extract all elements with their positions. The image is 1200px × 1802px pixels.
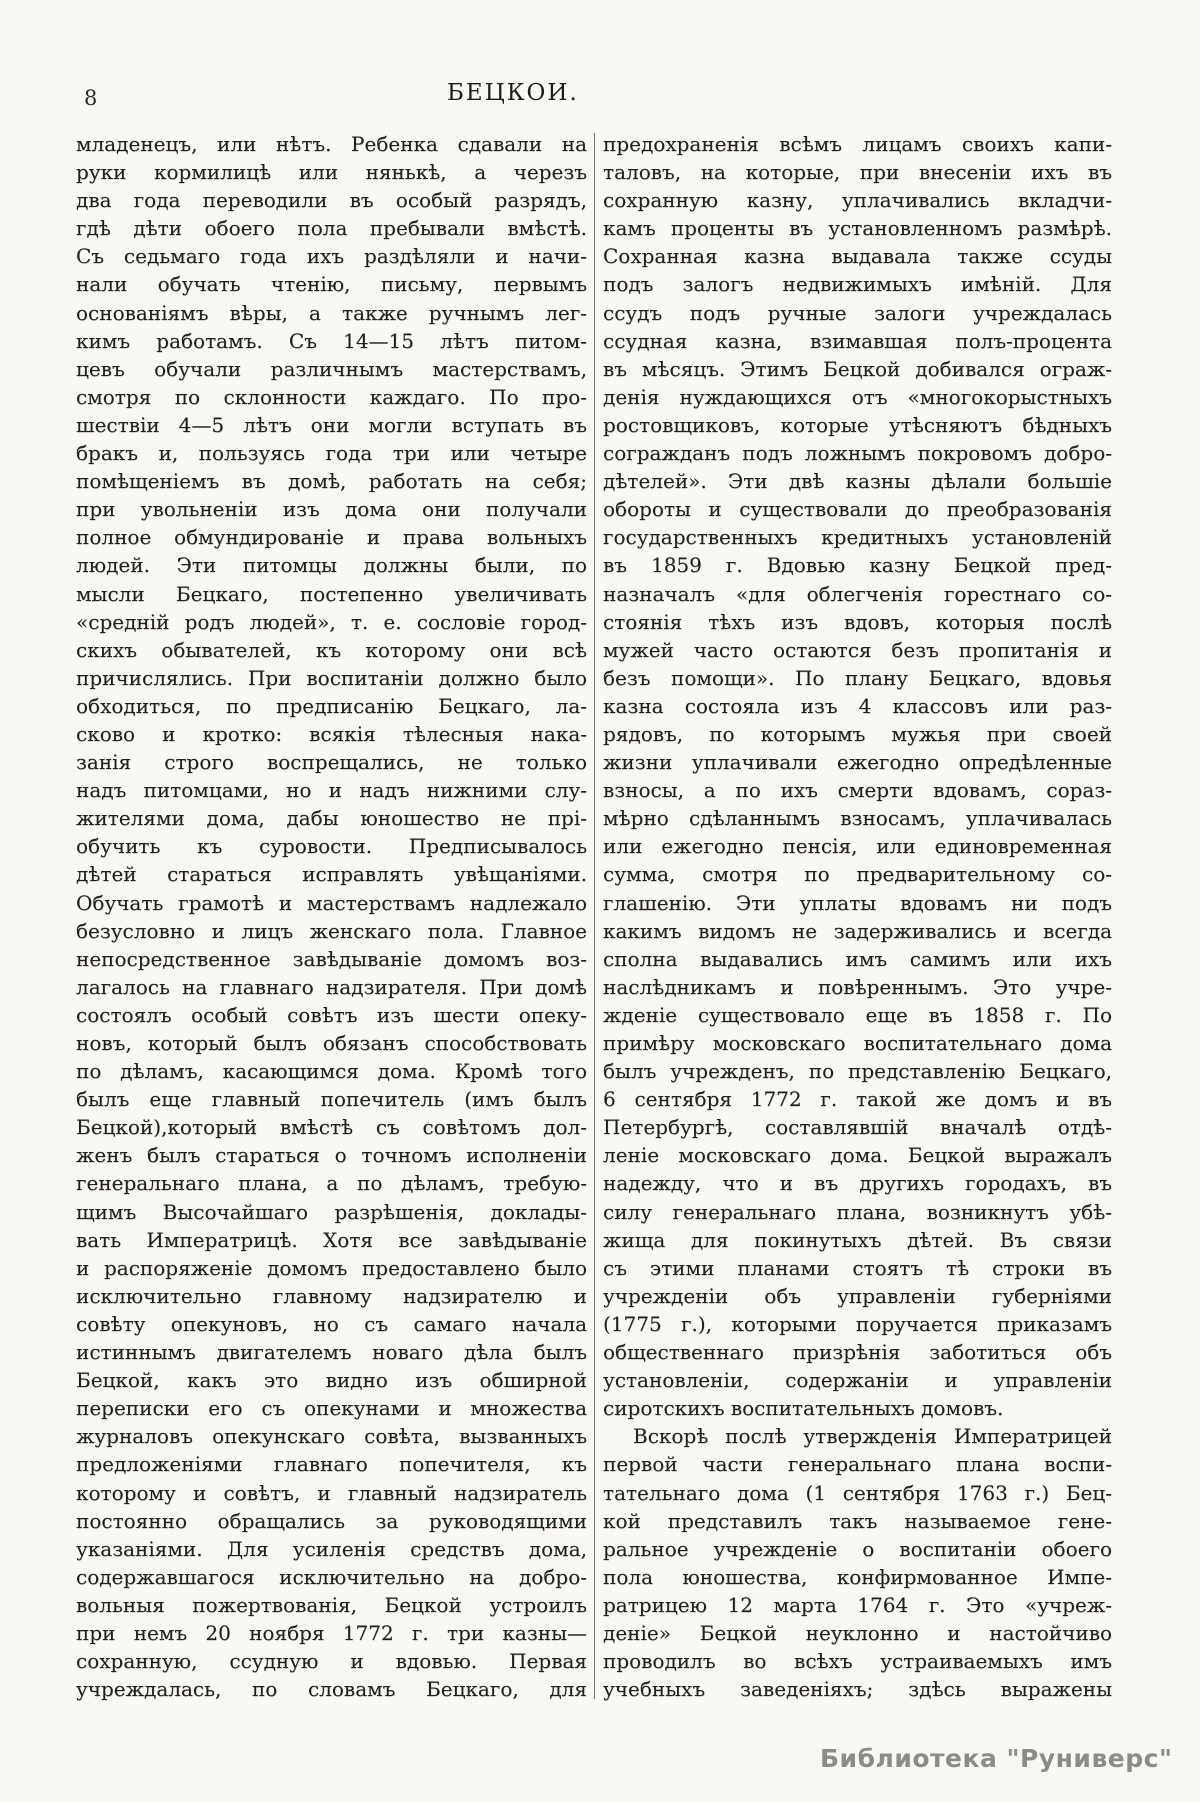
text-line: государственныхъ кредитныхъ установленій bbox=[603, 525, 1112, 550]
text-line: бракъ и, пользуясь года три или четыре bbox=[76, 441, 587, 466]
text-line: генеральнаго плана, а по дѣламъ, требую- bbox=[76, 1171, 587, 1196]
text-line: мысли Бецкаго, постепенно увеличивать bbox=[76, 581, 587, 606]
text-line: сохранную казну, уплачивались вкладчи- bbox=[603, 188, 1112, 213]
text-line: гдѣ дѣти обоего пола пребывали вмѣстѣ. bbox=[76, 216, 587, 241]
library-watermark: Библиотека "Руниверс" bbox=[820, 1744, 1173, 1773]
text-line: Петербургѣ, составлявшій вначалѣ отдѣ- bbox=[603, 1115, 1112, 1140]
text-line: первой части генеральнаго плана воспи- bbox=[603, 1452, 1112, 1477]
text-line: учебныхъ заведеніяхъ; здѣсь выражены bbox=[603, 1677, 1112, 1702]
text-line: рядовъ, по которымъ мужья при своей bbox=[603, 721, 1112, 746]
text-line: Обучать грамотѣ и мастерствамъ надлежало bbox=[76, 890, 587, 915]
text-line: надъ питомцами, но и надъ нижними слу- bbox=[76, 778, 587, 803]
text-line: тательнаго дома (1 сентября 1763 г.) Бец- bbox=[603, 1480, 1112, 1505]
text-line: вольныя пожертвованія, Бецкой устроилъ bbox=[76, 1592, 587, 1617]
text-line: ссудъ подъ ручные залоги учреждалась bbox=[603, 300, 1112, 325]
text-line: Съ седьмаго года ихъ раздѣляли и начи- bbox=[76, 244, 587, 269]
text-line: ратрицею 12 марта 1764 г. Это «учреж- bbox=[603, 1592, 1112, 1617]
text-line: постоянно обращались за руководящими bbox=[76, 1508, 587, 1533]
text-line: установленіи, содержаніи и управленіи bbox=[603, 1368, 1112, 1393]
text-line: совѣту опекуновъ, но съ самаго начала bbox=[76, 1311, 587, 1336]
text-line: денія нуждающихся отъ «многокорыстныхъ bbox=[603, 384, 1112, 409]
text-line: смотря по склонности каждаго. По про- bbox=[76, 384, 587, 409]
text-line: леніе московскаго дома. Бецкой выражалъ bbox=[603, 1143, 1112, 1168]
text-line: исключительно главному надзирателю и bbox=[76, 1283, 587, 1308]
text-line: примѣру московскаго воспитательнаго дома bbox=[603, 1031, 1112, 1055]
text-line: переписки его съ опекунами и множества bbox=[76, 1396, 587, 1421]
text-line: истиннымъ двигателемъ новаго дѣла былъ bbox=[76, 1340, 587, 1365]
text-line: сохранную, ссудную и вдовью. Первая bbox=[76, 1649, 587, 1674]
text-line: полное обмундированіе и права вольныхъ bbox=[76, 525, 587, 550]
text-line: при увольненіи изъ дома они получали bbox=[76, 497, 587, 522]
text-line: шествіи 4—5 лѣтъ они могли вступать въ bbox=[76, 412, 587, 437]
text-line: или ежегодно пенсія, или единовременная bbox=[603, 834, 1112, 859]
text-line: состоялъ особый совѣтъ изъ шести опеку- bbox=[76, 1002, 587, 1027]
text-line: непосредственное завѣдываніе домомъ воз- bbox=[76, 946, 587, 971]
text-line: какимъ видомъ не задерживались и всегда bbox=[603, 918, 1112, 943]
text-line: журналовъ опекунскаго совѣта, вызванныхъ bbox=[76, 1424, 587, 1449]
text-line: занія строго воспрещались, не только bbox=[76, 750, 587, 775]
text-line: обходиться, по предписанію Бецкаго, ла- bbox=[76, 693, 587, 718]
text-line: таловъ, на которые, при внесеніи ихъ въ bbox=[603, 160, 1112, 185]
text-line: цевъ обучали различнымъ мастерствамъ, bbox=[76, 356, 587, 381]
text-line: былъ учрежденъ, по представленію Бецкаго, bbox=[603, 1059, 1112, 1084]
text-line: лагалось на главнаго надзирателя. При домѣ bbox=[76, 974, 587, 999]
text-line: новъ, который былъ обязанъ способствовать bbox=[76, 1031, 587, 1055]
text-line: взносы, а по ихъ смерти вдовамъ, сораз- bbox=[603, 778, 1112, 803]
text-line: причислялись. При воспитаніи должно было bbox=[76, 665, 587, 690]
text-column-left bbox=[76, 130, 587, 1703]
text-line: кой представилъ такъ называемое гене- bbox=[603, 1508, 1112, 1533]
text-line: согражданъ подъ ложнымъ покровомъ добро- bbox=[603, 441, 1112, 466]
text-line: ростовщиковъ, которые утѣсняютъ бѣдныхъ bbox=[603, 412, 1112, 437]
text-line: кимъ работамъ. Съ 14—15 лѣтъ питом- bbox=[76, 328, 587, 353]
text-line: мужей часто остаются безъ пропитанія и bbox=[603, 637, 1112, 662]
text-line: при немъ 20 ноября 1772 г. три казны— bbox=[76, 1620, 587, 1645]
text-line: ссудная казна, взимавшая полъ-процента bbox=[603, 328, 1112, 353]
text-line: сумма, смотря по предварительному со- bbox=[603, 862, 1112, 887]
text-line: по дѣламъ, касающимся дома. Кромѣ того bbox=[76, 1059, 587, 1084]
text-line: жителями дома, дабы юношество не прі- bbox=[76, 806, 587, 831]
text-line: обороты и существовали до преобразованія bbox=[603, 497, 1112, 522]
text-line: сполна выдавались имъ самимъ или ихъ bbox=[603, 946, 1112, 971]
text-line: былъ еще главный попечитель (имъ былъ bbox=[76, 1087, 587, 1112]
text-line: людей. Эти питомцы должны были, по bbox=[76, 553, 587, 578]
text-line: проводилъ во всѣхъ устраиваемыхъ имъ bbox=[603, 1649, 1112, 1674]
text-line: казна состояла изъ 4 классовъ или раз- bbox=[603, 693, 1112, 718]
text-line: помѣщеніемъ въ домѣ, работать на себя; bbox=[76, 469, 587, 494]
text-line: сково и кротко: всякія тѣлесныя нака- bbox=[76, 721, 587, 746]
page-number: 8 bbox=[84, 86, 98, 110]
column-divider bbox=[594, 133, 595, 1699]
text-line: силу генеральнаго плана, возникнутъ убѣ- bbox=[603, 1199, 1112, 1224]
text-line: дѣтелей». Эти двѣ казны дѣлали большіе bbox=[603, 469, 1112, 494]
text-line: 6 сентября 1772 г. такой же домъ и въ bbox=[603, 1087, 1112, 1112]
text-line: учрежденіи объ управленіи губерніями bbox=[603, 1283, 1112, 1308]
text-line: скихъ обывателей, къ которому они всѣ bbox=[76, 637, 587, 662]
text-line: камъ проценты въ установленномъ размѣрѣ. bbox=[603, 216, 1112, 241]
text-line: которому и совѣтъ, и главный надзиратель bbox=[76, 1480, 587, 1505]
text-line: деніе» Бецкой неуклонно и настойчиво bbox=[603, 1620, 1112, 1645]
text-line: Сохранная казна выдавала также ссуды bbox=[603, 244, 1112, 269]
text-line: пола юношества, конфирмованное Импе- bbox=[603, 1564, 1112, 1589]
text-line: назначалъ «для облегченія горестнаго со- bbox=[603, 581, 1112, 606]
text-line: обучить къ суровости. Предписывалось bbox=[76, 834, 587, 859]
text-line: общественнаго призрѣнія заботиться объ bbox=[603, 1340, 1112, 1365]
text-line: въ мѣсяцъ. Этимъ Бецкой добивался ограж- bbox=[603, 356, 1112, 381]
text-line: вать Императрицѣ. Хотя все завѣдываніе bbox=[76, 1227, 587, 1252]
text-line: наслѣдникамъ и повѣреннымъ. Это учре- bbox=[603, 974, 1112, 999]
text-line: подъ залогъ недвижимыхъ имѣній. Для bbox=[603, 272, 1112, 297]
text-line: дѣтей стараться исправлять увѣщаніями. bbox=[76, 862, 587, 887]
text-line: безъ помощи». По плану Бецкаго, вдовья bbox=[603, 665, 1112, 690]
text-line: содержавшагося исключительно на добро- bbox=[76, 1564, 587, 1589]
text-line: Бецкой, какъ это видно изъ обширной bbox=[76, 1368, 587, 1393]
text-line: руки кормилицѣ или нянькѣ, а черезъ bbox=[76, 160, 587, 185]
text-line: и распоряженіе домомъ предоставлено было bbox=[76, 1255, 587, 1280]
text-line: младенецъ, или нѣтъ. Ребенка сдавали на bbox=[76, 132, 587, 156]
text-line: жизни уплачивали ежегодно опредѣленные bbox=[603, 750, 1112, 775]
text-line: Бецкой),который вмѣстѣ съ совѣтомъ дол- bbox=[76, 1115, 587, 1140]
text-line: безусловно и лицъ женскаго пола. Главное bbox=[76, 918, 587, 943]
text-line: съ этими планами стоятъ тѣ строки въ bbox=[603, 1255, 1112, 1280]
text-line: Вскорѣ послѣ утвержденія Императрицей bbox=[633, 1424, 1112, 1449]
text-line: нали обучать чтенію, письму, первымъ bbox=[76, 272, 587, 297]
text-line: ральное учрежденіе о воспитаніи обоего bbox=[603, 1536, 1112, 1561]
text-line: основаніямъ вѣры, а также ручнымъ лег- bbox=[76, 300, 587, 325]
text-line: учреждалась, по словамъ Бецкаго, для bbox=[76, 1677, 587, 1702]
text-line: сиротскихъ воспитательныхъ домовъ. bbox=[603, 1396, 1004, 1421]
text-line: предложеніями главнаго попечителя, къ bbox=[76, 1452, 587, 1477]
text-line: жденіе существовало еще въ 1858 г. По bbox=[603, 1002, 1112, 1027]
text-line: щимъ Высочайшаго разрѣшенія, доклады- bbox=[76, 1199, 587, 1224]
text-line: въ 1859 г. Вдовью казну Бецкой пред- bbox=[603, 553, 1112, 578]
text-line: мѣрно сдѣланнымъ взносамъ, уплачивалась bbox=[603, 806, 1112, 831]
text-line: предохраненія всѣмъ лицамъ своихъ капи- bbox=[603, 132, 1112, 156]
text-line: указаніями. Для усиленія средствъ дома, bbox=[76, 1536, 587, 1561]
text-line: два года переводили въ особый разрядъ, bbox=[76, 188, 587, 213]
running-title: БЕЦКОИ. bbox=[447, 80, 579, 106]
text-line: глашенію. Эти уплаты вдовамъ ни подъ bbox=[603, 890, 1112, 915]
text-line: женъ былъ стараться о точномъ исполненіи bbox=[76, 1143, 587, 1168]
text-column-right bbox=[603, 130, 1112, 1703]
text-line: стоянія тѣхъ изъ вдовъ, которыя послѣ bbox=[603, 609, 1112, 634]
text-line: (1775 г.), которыми поручается приказамъ bbox=[603, 1311, 1112, 1336]
text-line: «средній родъ людей», т. е. сословіе город- bbox=[76, 609, 587, 634]
text-line: жища для покинутыхъ дѣтей. Въ связи bbox=[603, 1227, 1112, 1252]
text-line: надежду, что и въ другихъ городахъ, въ bbox=[603, 1171, 1112, 1196]
